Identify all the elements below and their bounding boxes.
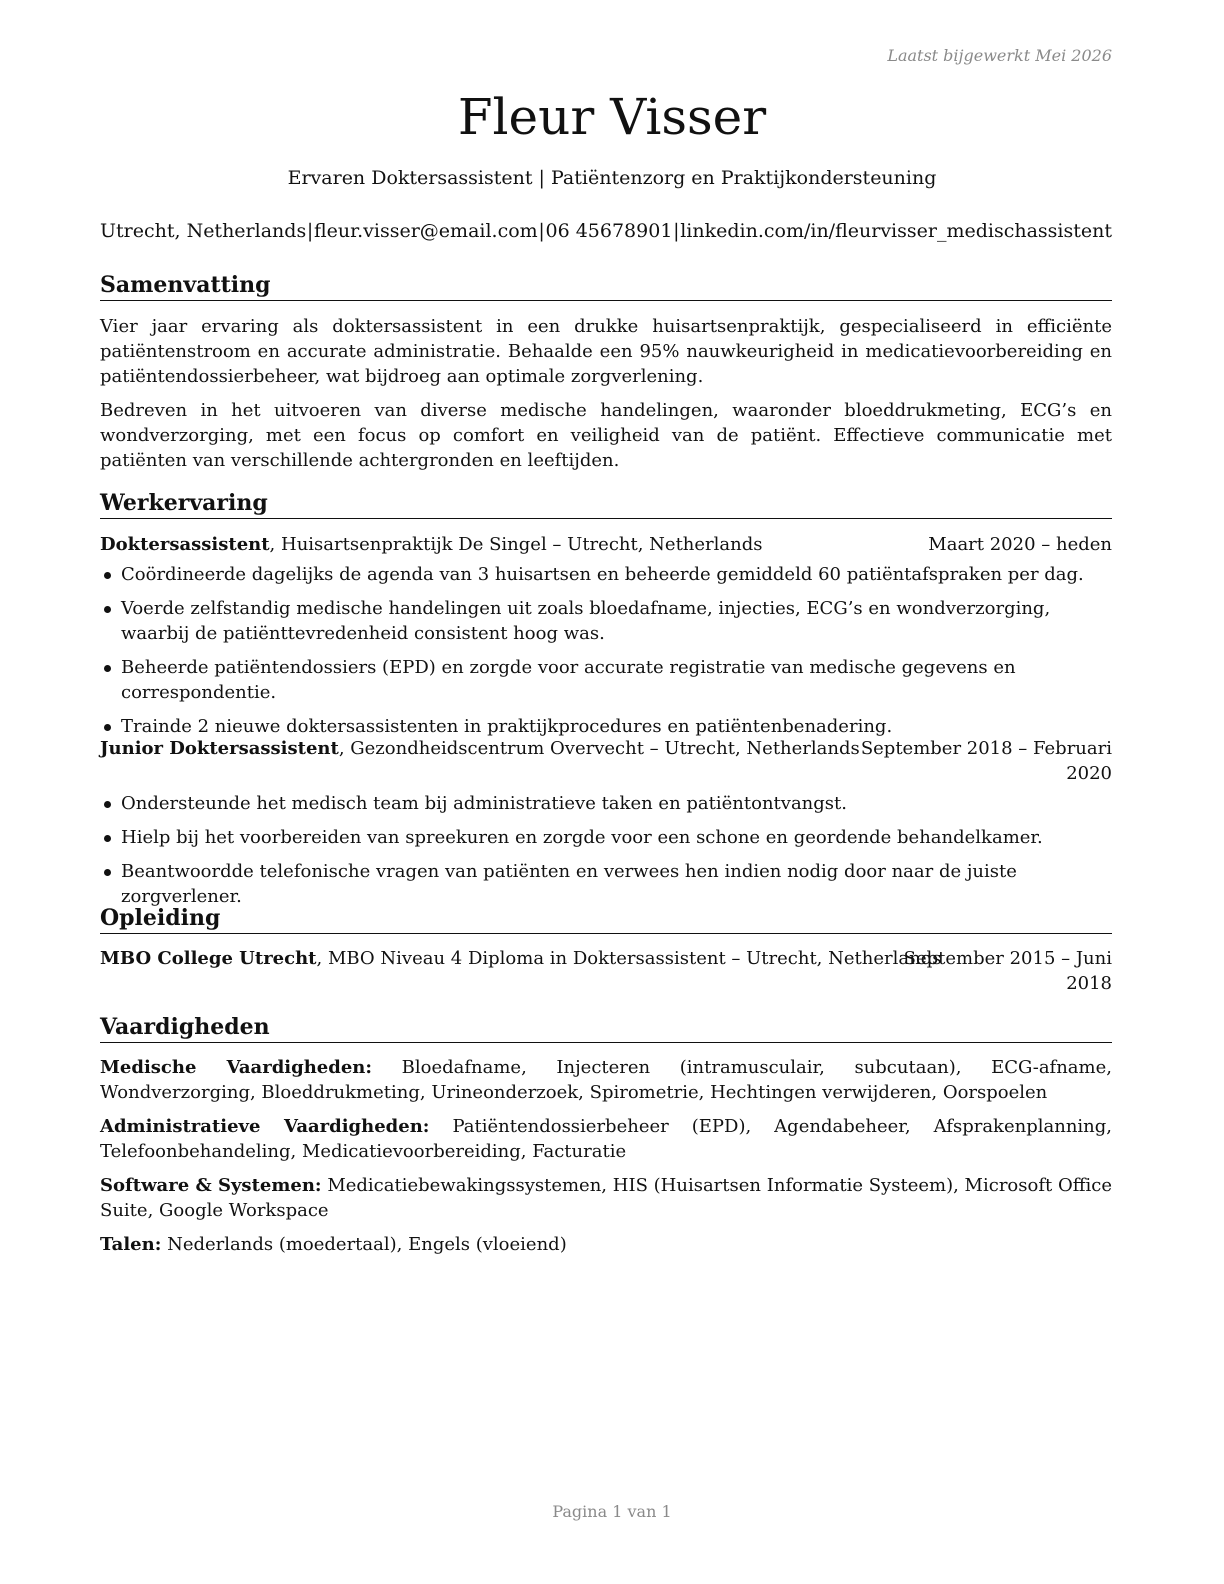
contact-phone: 06 45678901 [545, 220, 673, 242]
job-title: Doktersassistent [100, 534, 270, 555]
skill-label: Medische Vaardigheden: [100, 1057, 373, 1078]
contact-email[interactable]: fleur.visser@email.com [313, 220, 538, 242]
job-dates [861, 736, 1112, 786]
job-title: Junior Doktersassistent [100, 738, 339, 759]
candidate-subtitle: Ervaren Doktersassistent | Patiëntenzorg en Praktijkondersteuning [287, 167, 937, 189]
list-item: Hielp bij het voorbereiden van spreekuren en zorgde voor een schone en geordende behandelkamer. [100, 825, 1112, 850]
contact-separator: | [306, 220, 314, 242]
education-entry [100, 946, 1112, 994]
contact-separator: | [673, 220, 680, 242]
summary-paragraph: Vier jaar ervaring als doktersassistent in een drukke huisartsenpraktijk, gespecialiseerd in efficiënte patiëntenstroom en accurate administratie. Behaalde een 95% nauwkeurigheid in medicatievoorbereiding en patiëntendossierbeheer, wat bijdroeg aan optimale zorgverlening. [100, 316, 1112, 387]
education-dates-line: September 2015 – Juni [903, 948, 1112, 969]
section-heading-summary: Samenvatting [100, 271, 1112, 301]
skill-text: Nederlands (moedertaal), Engels (vloeiend) [161, 1234, 567, 1255]
job-dates-line: September 2018 – Februari [860, 738, 1112, 759]
skill-row [100, 1055, 1112, 1105]
contact-line [100, 220, 1112, 242]
list-item: Voerde zelfstandig medische handelingen uit zoals bloedafname, injecties, ECG’s en wondverzorging, waarbij de patiënttevredenheid consistent hoog was. [100, 596, 1112, 646]
job-bullet-list [100, 791, 1112, 918]
contact-separator: | [538, 220, 545, 242]
skill-row [100, 1232, 1112, 1257]
candidate-name: Fleur Visser [457, 88, 767, 146]
education-degree: , MBO Niveau 4 Diploma in Doktersassistent – Utrecht, Netherlands [316, 948, 942, 969]
skill-label: Software & Systemen: [100, 1175, 322, 1196]
skill-text: Bloedafname, Injecteren (intramusculair, subcutaan), ECG-afname, Wondverzorging, Bloeddrukmeting, Urineonderzoek, Spirometrie, Hechtingen verwijderen, Oorspoelen [100, 1057, 1112, 1103]
job-dates-line: 2020 [1066, 763, 1112, 784]
education-dates [904, 946, 1112, 996]
list-item: Trainde 2 nieuwe doktersassistenten in praktijkprocedures en patiëntenbenadering. [100, 714, 1112, 739]
skill-row [100, 1173, 1112, 1223]
last-updated-note: Laatst bijgewerkt Mei 2026 [887, 46, 1112, 65]
job-bullet-list [100, 562, 1112, 748]
section-heading-skills: Vaardigheden [100, 1013, 1112, 1043]
section-heading-education: Opleiding [100, 904, 1112, 934]
list-item: Beantwoordde telefonische vragen van patiënten en verwees hen indien nodig door naar de juiste zorgverlener. [100, 859, 1112, 909]
skill-text: Medicatiebewakingssystemen, HIS (Huisartsen Informatie Systeem), Microsoft Office Suite, Google Workspace [100, 1175, 1113, 1221]
list-item: Ondersteunde het medisch team bij administratieve taken en patiëntontvangst. [100, 791, 1112, 816]
education-school: MBO College Utrecht [100, 948, 317, 969]
job-organization: , Gezondheidscentrum Overvecht – Utrecht, Netherlands [338, 738, 860, 759]
job-dates: Maart 2020 – heden [928, 534, 1112, 555]
section-heading-experience: Werkervaring [100, 489, 1112, 519]
skill-row [100, 1114, 1112, 1164]
education-dates-line: 2018 [1066, 973, 1112, 994]
skill-text: Patiëntendossierbeheer (EPD), Agendabeheer, Afsprakenplanning, Telefoonbehandeling, Medicatievoorbereiding, Facturatie [100, 1116, 1113, 1162]
skill-label: Talen: [100, 1234, 162, 1255]
summary-paragraph: Bedreven in het uitvoeren van diverse medische handelingen, waaronder bloeddrukmeting, ECG’s en wondverzorging, met een focus op comfort en veiligheid van de patiënt. Effectieve communicatie met patiënten van verschillende achtergronden en leeftijden. [100, 400, 1112, 471]
job-header [100, 736, 1112, 784]
job-organization: , Huisartsenpraktijk De Singel – Utrecht, Netherlands [269, 534, 763, 555]
job-header [100, 532, 1112, 557]
skill-label: Administratieve Vaardigheden: [100, 1116, 430, 1137]
list-item: Coördineerde dagelijks de agenda van 3 huisartsen en beheerde gemiddeld 60 patiëntafspraken per dag. [100, 562, 1112, 587]
contact-location: Utrecht, Netherlands [100, 220, 307, 242]
contact-linkedin[interactable]: linkedin.com/in/fleurvisser_medischassistent [680, 220, 1112, 242]
list-item: Beheerde patiëntendossiers (EPD) en zorgde voor accurate registratie van medische gegevens en correspondentie. [100, 655, 1112, 705]
page-footer: Pagina 1 van 1 [552, 1502, 672, 1521]
